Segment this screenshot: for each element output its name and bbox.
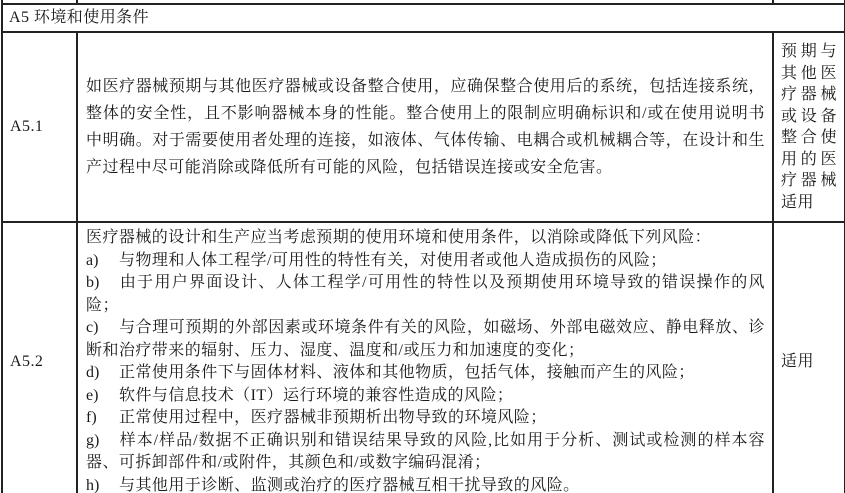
requirement-item-f — [86, 407, 765, 430]
item-text: 正常使用条件下与固体材料、液体和其他物质，包括气体，接触而产生的风险； — [119, 364, 695, 381]
item-label: b) — [86, 274, 100, 291]
item-text: 由于用户界面设计、人体工程学/可用性的特性以及预期使用环境导致的错误操作的风险； — [86, 274, 765, 314]
section-header: A5 环境和使用条件 — [2, 4, 845, 32]
table-row-a5-2 — [2, 222, 845, 493]
item-label: d) — [86, 364, 100, 381]
requirement-cell — [77, 32, 773, 222]
item-text: 样本/样品/数据不正确识别和错误结果导致的风险,比如用于分析、测试或检测的样本容器、可拆卸部件和/或附件，其颜色和/或数字编码混淆； — [86, 431, 765, 471]
item-label: e) — [86, 386, 99, 404]
requirement-intro: 医疗器械的设计和生产应当考虑预期的使用环境和使用条件，以消除或降低下列风险： — [86, 229, 712, 246]
section-header-row — [2, 4, 845, 32]
item-label: h) — [86, 476, 100, 493]
item-label: f) — [86, 409, 97, 426]
requirement-item-h — [86, 475, 765, 493]
requirement-item-d — [86, 362, 765, 385]
item-text: 正常使用过程中，医疗器械非预期析出物导致的环境风险； — [119, 409, 547, 426]
requirement-item-b — [86, 272, 765, 317]
table-row-a5-1 — [2, 32, 845, 222]
requirement-cell — [77, 222, 773, 493]
requirement-item-a — [86, 250, 765, 273]
compliance-table — [1, 0, 845, 493]
applicability-cell: 适用 — [773, 222, 845, 493]
requirement-item-g — [86, 430, 765, 475]
item-text: 与其他用于诊断、监测或治疗的医疗器械互相干扰导致的风险。 — [119, 476, 580, 493]
requirement-item-e — [86, 385, 765, 408]
requirement-text: 如医疗器械预期与其他医疗器械或设备整合使用，应确保整合使用后的系统，包括连接系统，整体的安全性，且不影响器械本身的性能。整合使用上的限制应明确标识和/或在使用说明书中明确。对于需要使用者处理的连接，如液体、气体传输、电耦合或机械耦合等，在设计和生产过程中尽可能消除或降低所有可能的风险，包括错误连接或安全危害。 — [86, 78, 765, 176]
item-text: 与物理和人体工程学/可用性的特性有关，对使用者或他人造成损伤的风险； — [119, 251, 667, 269]
requirement-item-c — [86, 317, 765, 362]
applicability-cell: 预期与其他医疗器械或设备整合使用的医疗器械适用 — [773, 32, 845, 222]
item-label: g) — [86, 431, 100, 449]
item-label: a) — [86, 251, 99, 269]
clause-id: A5.1 — [2, 32, 77, 222]
item-text: 软件与信息技术（IT）运行环境的兼容性造成的风险； — [119, 386, 514, 404]
item-text: 与合理可预期的外部因素或环境条件有关的风险，如磁场、外部电磁效应、静电释放、诊断和治疗带来的辐射、压力、湿度、温度和/或压力和加速度的变化； — [86, 319, 765, 359]
item-label: c) — [86, 319, 99, 336]
clause-id: A5.2 — [2, 222, 77, 493]
